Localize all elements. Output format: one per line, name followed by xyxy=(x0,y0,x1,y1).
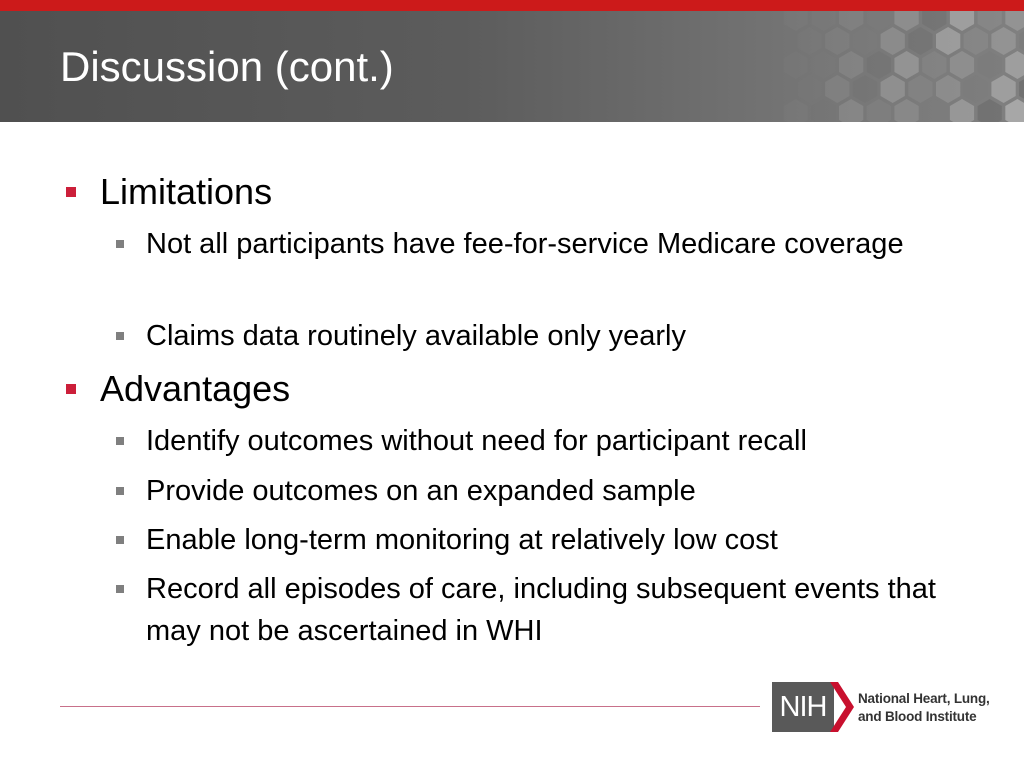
sub-bullet-item: Claims data routinely available only yearly xyxy=(146,320,686,352)
sub-bullet-item: Identify outcomes without need for participant recall xyxy=(146,425,807,457)
sub-bullet-item: Record all episodes of care, including subsequent events that may not be ascertained in WHI xyxy=(146,573,936,647)
footer-divider xyxy=(60,706,760,707)
slide-title: Discussion (cont.) xyxy=(60,43,394,90)
red-chevron-arrow-icon xyxy=(830,682,856,732)
nih-nhlbi-logo xyxy=(772,680,1002,736)
bullet-heading: Limitations xyxy=(100,171,273,212)
nih-institute-line2: and Blood Institute xyxy=(858,709,977,724)
gray-square-bullet-icon xyxy=(116,536,124,544)
nih-institute-line1: National Heart, Lung, xyxy=(858,691,990,706)
gray-square-bullet-icon xyxy=(116,585,124,593)
nih-logo-mark: NIH xyxy=(772,682,834,732)
red-square-bullet-icon xyxy=(66,384,76,394)
gray-square-bullet-icon xyxy=(116,332,124,340)
bullet-heading: Advantages xyxy=(100,368,291,409)
sub-bullet-item: Enable long-term monitoring at relatively low cost xyxy=(146,524,778,556)
sub-bullet-item: Provide outcomes on an expanded sample xyxy=(146,475,696,507)
gray-square-bullet-icon xyxy=(116,240,124,248)
gray-square-bullet-icon xyxy=(116,487,124,495)
nih-institute-name xyxy=(858,690,990,726)
gray-square-bullet-icon xyxy=(116,437,124,445)
sub-bullet-item: Not all participants have fee-for-service Medicare coverage xyxy=(146,228,904,260)
red-square-bullet-icon xyxy=(66,187,76,197)
